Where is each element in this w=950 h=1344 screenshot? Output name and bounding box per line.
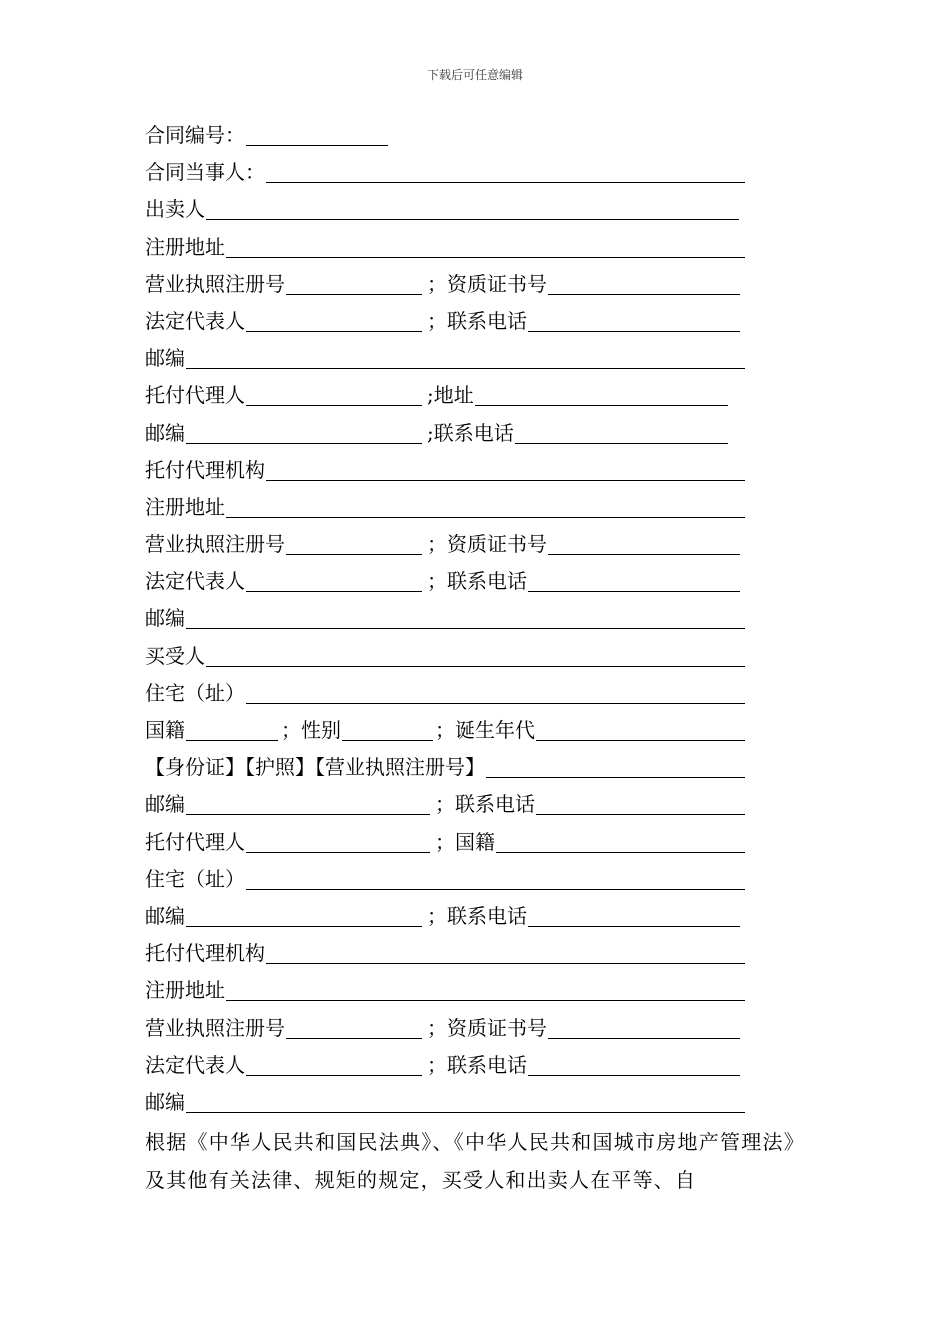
form-field [145, 377, 422, 414]
form-field [427, 303, 740, 340]
field-label: 邮编 [145, 1089, 185, 1114]
fill-in-blank[interactable] [186, 606, 745, 629]
field-label: ；联系电话 [427, 308, 527, 333]
field-label: 营业执照注册号 [145, 532, 285, 557]
fill-in-blank[interactable] [186, 904, 422, 927]
fill-in-blank[interactable] [528, 904, 740, 927]
field-label: 法定代表人 [145, 569, 245, 594]
field-label: 国籍 [145, 718, 185, 742]
form-field [435, 824, 745, 861]
field-label: ;联系电话 [427, 420, 514, 445]
field-label: 邮编 [145, 792, 185, 817]
field-label: 营业执照注册号 [145, 1015, 285, 1040]
fill-in-blank[interactable] [246, 569, 422, 592]
fill-in-blank[interactable] [496, 830, 745, 853]
field-label: 注册地址 [145, 234, 225, 259]
field-label: 住宅（址） [145, 866, 245, 891]
form-field [145, 600, 745, 637]
field-label: 法定代表人 [145, 1052, 245, 1077]
field-label: ；联系电话 [427, 569, 527, 594]
fill-in-blank[interactable] [286, 272, 422, 295]
fill-in-blank[interactable] [246, 309, 422, 332]
fill-in-blank[interactable] [536, 718, 745, 741]
form-field [145, 861, 745, 898]
page-header: 下载后可任意编辑 [426, 68, 523, 82]
fill-in-blank[interactable] [206, 644, 745, 667]
fill-in-blank[interactable] [186, 421, 422, 444]
field-label: 营业执照注册号 [145, 271, 285, 296]
form-field [145, 749, 745, 786]
fill-in-blank[interactable] [246, 681, 745, 704]
fill-in-blank[interactable] [266, 458, 745, 481]
fill-in-blank[interactable] [246, 1053, 422, 1076]
fill-in-blank[interactable] [528, 1053, 740, 1076]
form-field [145, 340, 745, 377]
field-label: 托付代理人 [145, 829, 245, 854]
form-field [427, 266, 740, 303]
field-label: ;地址 [427, 383, 474, 408]
field-label: 托付代理人 [145, 383, 245, 408]
form-field [145, 229, 745, 266]
field-label: ；资质证书号 [427, 1015, 547, 1040]
fill-in-blank[interactable] [548, 272, 740, 295]
fill-in-blank[interactable] [246, 123, 388, 146]
field-label: 法定代表人 [145, 308, 245, 333]
form-field [427, 1047, 740, 1084]
form-field [145, 526, 422, 563]
fill-in-blank[interactable] [186, 346, 745, 369]
fill-in-blank[interactable] [286, 1016, 422, 1039]
fill-in-blank[interactable] [206, 197, 739, 220]
form-field [427, 415, 728, 452]
form-field [427, 526, 740, 563]
form-field [427, 563, 740, 600]
fill-in-blank[interactable] [246, 383, 422, 406]
field-label: ；联系电话 [435, 792, 535, 817]
form-field [427, 377, 728, 414]
form-field [435, 786, 745, 823]
field-label: ；联系电话 [427, 903, 527, 928]
form-field [427, 1010, 740, 1047]
field-label: 合同编号： [145, 123, 245, 147]
field-label: ；性别 [281, 718, 341, 742]
fill-in-blank[interactable] [266, 941, 745, 964]
fill-in-blank[interactable] [486, 755, 745, 778]
form-field [145, 712, 278, 749]
field-label: ；诞生年代 [435, 718, 535, 742]
form-field [145, 489, 745, 526]
fill-in-blank[interactable] [528, 309, 740, 332]
fill-in-blank[interactable] [246, 867, 745, 890]
field-label: ；联系电话 [427, 1052, 527, 1077]
fill-in-blank[interactable] [226, 235, 745, 258]
fill-in-blank[interactable] [286, 532, 422, 555]
field-label: 住宅（址） [145, 680, 245, 705]
form-field [145, 1047, 422, 1084]
fill-in-blank[interactable] [246, 830, 430, 853]
form-field [145, 1084, 745, 1121]
fill-in-blank[interactable] [475, 383, 728, 406]
form-field [427, 898, 740, 935]
field-label: 合同当事人： [145, 160, 265, 185]
fill-in-blank[interactable] [186, 718, 278, 741]
fill-in-blank[interactable] [186, 792, 430, 815]
field-label: ；国籍 [435, 829, 495, 854]
field-label: 出卖人 [145, 197, 205, 222]
fill-in-blank[interactable] [342, 718, 433, 741]
field-label: 托付代理机构 [145, 941, 265, 966]
form-field [145, 117, 388, 154]
preamble-paragraph: 根据《中华人民共和国民法典》、《中华人民共和国城市房地产管理法》及其他有关法律、规矩的规定，买受人和出卖人在平等、自 [145, 1130, 805, 1192]
form-field [145, 563, 422, 600]
field-label: 托付代理机构 [145, 457, 265, 482]
field-label: 邮编 [145, 606, 185, 631]
field-label: 注册地址 [145, 978, 225, 1003]
form-field [145, 303, 422, 340]
form-field [145, 1010, 422, 1047]
form-field [145, 935, 745, 972]
form-field [145, 154, 745, 191]
form-field [145, 638, 745, 675]
form-field [145, 452, 745, 489]
fill-in-blank[interactable] [528, 569, 740, 592]
field-label: 注册地址 [145, 494, 225, 519]
form-field [145, 191, 739, 228]
fill-in-blank[interactable] [548, 532, 740, 555]
fill-in-blank[interactable] [266, 160, 745, 183]
fill-in-blank[interactable] [536, 792, 745, 815]
form-field [281, 712, 433, 749]
form-field [145, 824, 430, 861]
field-label: 【身份证】【护照】【营业执照注册号】 [145, 755, 485, 780]
fill-in-blank[interactable] [548, 1016, 740, 1039]
field-label: 邮编 [145, 903, 185, 928]
field-label: 买受人 [145, 643, 205, 668]
form-field [145, 415, 422, 452]
field-label: 邮编 [145, 346, 185, 371]
field-label: ；资质证书号 [427, 532, 547, 557]
form-field [145, 675, 745, 712]
form-field [145, 898, 422, 935]
form-field [435, 712, 745, 749]
fill-in-blank[interactable] [186, 1090, 745, 1113]
field-label: 邮编 [145, 420, 185, 445]
form-field [145, 786, 430, 823]
form-field [145, 972, 745, 1009]
field-label: ；资质证书号 [427, 271, 547, 296]
form-field [145, 266, 422, 303]
fill-in-blank[interactable] [226, 495, 745, 518]
fill-in-blank[interactable] [226, 978, 745, 1001]
fill-in-blank[interactable] [515, 421, 728, 444]
